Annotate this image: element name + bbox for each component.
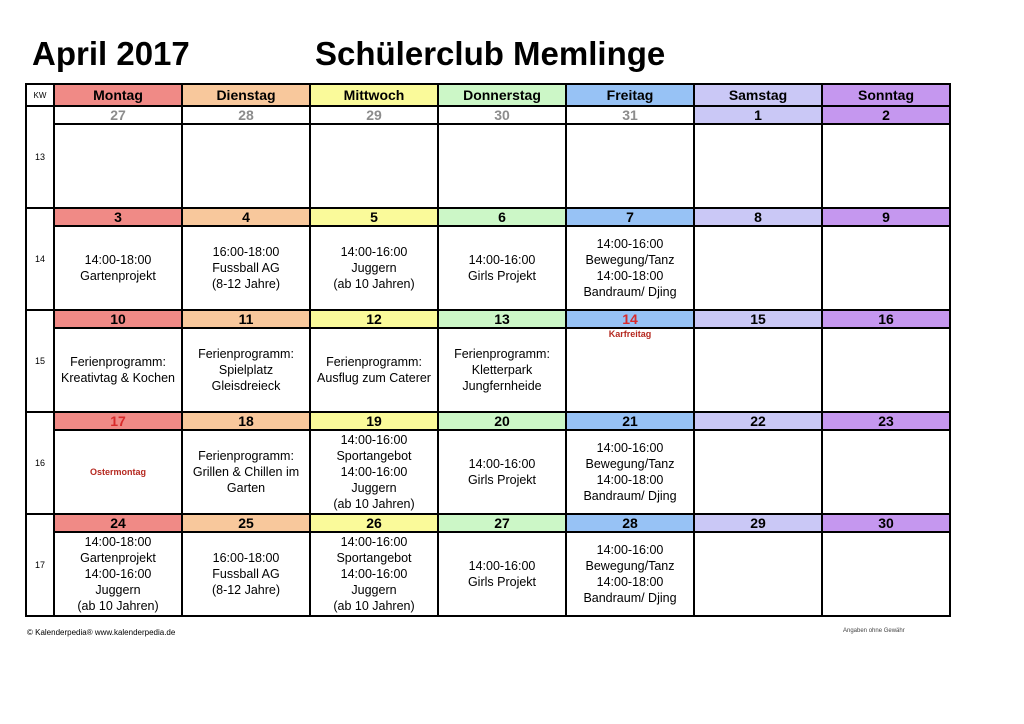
holiday-label: Ostermontag	[89, 467, 146, 477]
event-cell	[438, 532, 566, 616]
event-line: Fussball AG	[212, 261, 280, 275]
date-row	[26, 106, 950, 124]
date-row	[26, 412, 950, 430]
date-row	[26, 514, 950, 532]
date-cell: 9	[822, 208, 950, 226]
week-number: 15	[26, 310, 54, 412]
month-title: April 2017	[32, 35, 190, 72]
date-cell-holiday: 17	[54, 412, 182, 430]
event-line: (8-12 Jahre)	[211, 277, 281, 291]
date-cell: 30	[822, 514, 950, 532]
date-cell: 13	[438, 310, 566, 328]
event-cell	[566, 430, 694, 514]
event-cell	[822, 226, 950, 310]
event-line: Ausflug zum Caterer	[317, 371, 431, 385]
date-cell: 22	[694, 412, 822, 430]
event-line: Jungfernheide	[462, 379, 542, 393]
date-row	[26, 310, 950, 328]
day-header-saturday: Samstag	[694, 84, 822, 106]
event-line: Ferienprogramm:	[454, 347, 550, 361]
event-cell	[310, 328, 438, 412]
week-number: 13	[26, 106, 54, 208]
event-cell	[438, 328, 566, 412]
date-cell: 28	[182, 106, 310, 124]
date-cell: 18	[182, 412, 310, 430]
copyright-text: © Kalenderpedia® www.kalenderpedia.de	[27, 628, 176, 637]
event-cell	[310, 226, 438, 310]
kw-header: KW	[26, 84, 54, 106]
date-cell: 3	[54, 208, 182, 226]
date-cell: 27	[438, 514, 566, 532]
day-header-tuesday: Dienstag	[182, 84, 310, 106]
week-number: 17	[26, 514, 54, 616]
event-cell	[566, 532, 694, 616]
week-number: 16	[26, 412, 54, 514]
week-number: 14	[26, 208, 54, 310]
date-cell: 7	[566, 208, 694, 226]
event-line: Juggern	[351, 481, 397, 495]
event-cell	[566, 124, 694, 208]
event-line: Gartenprojekt	[80, 551, 156, 565]
date-cell: 25	[182, 514, 310, 532]
event-cell	[310, 532, 438, 616]
calendar-table	[25, 83, 951, 617]
event-line: (ab 10 Jahren)	[333, 497, 415, 511]
event-line: Girls Projekt	[467, 473, 537, 487]
date-cell: 26	[310, 514, 438, 532]
date-cell-holiday: 14	[566, 310, 694, 328]
event-line: 14:00-16:00	[340, 567, 408, 581]
event-cell	[54, 532, 182, 616]
event-line: 14:00-18:00	[596, 473, 664, 487]
event-line: (ab 10 Jahren)	[333, 277, 415, 291]
event-line: Bandraum/ Djing	[583, 489, 677, 503]
event-cell	[694, 532, 822, 616]
date-cell: 5	[310, 208, 438, 226]
event-line: Juggern	[351, 261, 397, 275]
event-cell	[822, 124, 950, 208]
event-line: (8-12 Jahre)	[211, 583, 281, 597]
date-cell: 8	[694, 208, 822, 226]
event-cell	[54, 430, 182, 514]
event-cell	[310, 124, 438, 208]
event-row	[26, 430, 950, 514]
event-line: Juggern	[351, 583, 397, 597]
event-line: Bewegung/Tanz	[585, 253, 675, 267]
event-line: Bewegung/Tanz	[585, 559, 675, 573]
event-cell	[54, 124, 182, 208]
date-cell: 15	[694, 310, 822, 328]
date-cell: 31	[566, 106, 694, 124]
date-cell: 30	[438, 106, 566, 124]
event-cell	[822, 328, 950, 412]
event-line: 14:00-18:00	[84, 535, 152, 549]
date-cell: 20	[438, 412, 566, 430]
event-line: (ab 10 Jahren)	[333, 599, 415, 613]
day-header-wednesday: Mittwoch	[310, 84, 438, 106]
event-line: Kletterpark	[471, 363, 533, 377]
event-line: Kreativtag & Kochen	[61, 371, 175, 385]
event-line: Gartenprojekt	[80, 269, 156, 283]
event-cell	[566, 226, 694, 310]
event-line: Ferienprogramm:	[70, 355, 166, 369]
event-cell	[182, 430, 310, 514]
date-cell: 23	[822, 412, 950, 430]
event-cell	[182, 226, 310, 310]
event-line: (ab 10 Jahren)	[77, 599, 159, 613]
date-row	[26, 208, 950, 226]
event-line: Girls Projekt	[467, 269, 537, 283]
event-cell	[694, 226, 822, 310]
event-line: 14:00-16:00	[468, 559, 536, 573]
event-line: 14:00-16:00	[340, 535, 408, 549]
date-cell: 10	[54, 310, 182, 328]
event-cell	[822, 532, 950, 616]
event-line: 14:00-16:00	[340, 465, 408, 479]
event-row	[26, 328, 950, 412]
event-line: 16:00-18:00	[212, 551, 280, 565]
event-cell	[182, 328, 310, 412]
event-cell	[438, 226, 566, 310]
day-header-monday: Montag	[54, 84, 182, 106]
event-line: Juggern	[95, 583, 141, 597]
date-cell: 12	[310, 310, 438, 328]
event-line: Garten	[226, 481, 266, 495]
date-cell: 11	[182, 310, 310, 328]
club-title: Schülerclub Memlinge	[315, 35, 666, 72]
event-cell	[566, 328, 694, 412]
date-cell: 29	[694, 514, 822, 532]
event-line: 14:00-16:00	[84, 567, 152, 581]
event-line: Gleisdreieck	[211, 379, 281, 393]
date-cell: 19	[310, 412, 438, 430]
event-line: Ferienprogramm:	[326, 355, 422, 369]
event-cell	[822, 430, 950, 514]
event-line: Ferienprogramm:	[198, 449, 294, 463]
date-cell: 16	[822, 310, 950, 328]
date-cell: 24	[54, 514, 182, 532]
event-cell	[694, 124, 822, 208]
event-line: Sportangebot	[336, 449, 412, 463]
event-cell	[54, 328, 182, 412]
event-line: 14:00-18:00	[596, 269, 664, 283]
event-line: 14:00-16:00	[596, 441, 664, 455]
date-cell: 27	[54, 106, 182, 124]
event-cell	[694, 328, 822, 412]
event-line: Bandraum/ Djing	[583, 285, 677, 299]
event-row	[26, 124, 950, 208]
date-cell: 29	[310, 106, 438, 124]
day-header-friday: Freitag	[566, 84, 694, 106]
event-row	[26, 226, 950, 310]
holiday-label: Karfreitag	[608, 329, 652, 339]
event-cell	[694, 430, 822, 514]
date-cell: 6	[438, 208, 566, 226]
event-line: 14:00-16:00	[468, 253, 536, 267]
day-header-thursday: Donnerstag	[438, 84, 566, 106]
date-cell: 2	[822, 106, 950, 124]
disclaimer-text: Angaben ohne Gewähr	[843, 628, 905, 634]
event-line: Bandraum/ Djing	[583, 591, 677, 605]
date-cell: 28	[566, 514, 694, 532]
event-line: Fussball AG	[212, 567, 280, 581]
event-line: 14:00-18:00	[84, 253, 152, 267]
event-line: Ferienprogramm:	[198, 347, 294, 361]
date-cell: 21	[566, 412, 694, 430]
event-line: Sportangebot	[336, 551, 412, 565]
day-header-sunday: Sonntag	[822, 84, 950, 106]
day-header-row	[26, 84, 950, 106]
event-line: Bewegung/Tanz	[585, 457, 675, 471]
event-line: Spielplatz	[218, 363, 274, 377]
event-line: 14:00-16:00	[468, 457, 536, 471]
event-cell	[54, 226, 182, 310]
event-row	[26, 532, 950, 616]
event-line: 14:00-18:00	[596, 575, 664, 589]
event-line: Grillen & Chillen im	[192, 465, 300, 479]
event-cell	[182, 532, 310, 616]
event-cell	[182, 124, 310, 208]
event-cell	[438, 124, 566, 208]
event-line: 16:00-18:00	[212, 245, 280, 259]
event-cell	[438, 430, 566, 514]
date-cell: 4	[182, 208, 310, 226]
event-line: Girls Projekt	[467, 575, 537, 589]
event-line: 14:00-16:00	[340, 245, 408, 259]
date-cell: 1	[694, 106, 822, 124]
event-line: 14:00-16:00	[596, 543, 664, 557]
event-line: 14:00-16:00	[596, 237, 664, 251]
event-cell	[310, 430, 438, 514]
event-line: 14:00-16:00	[340, 433, 408, 447]
